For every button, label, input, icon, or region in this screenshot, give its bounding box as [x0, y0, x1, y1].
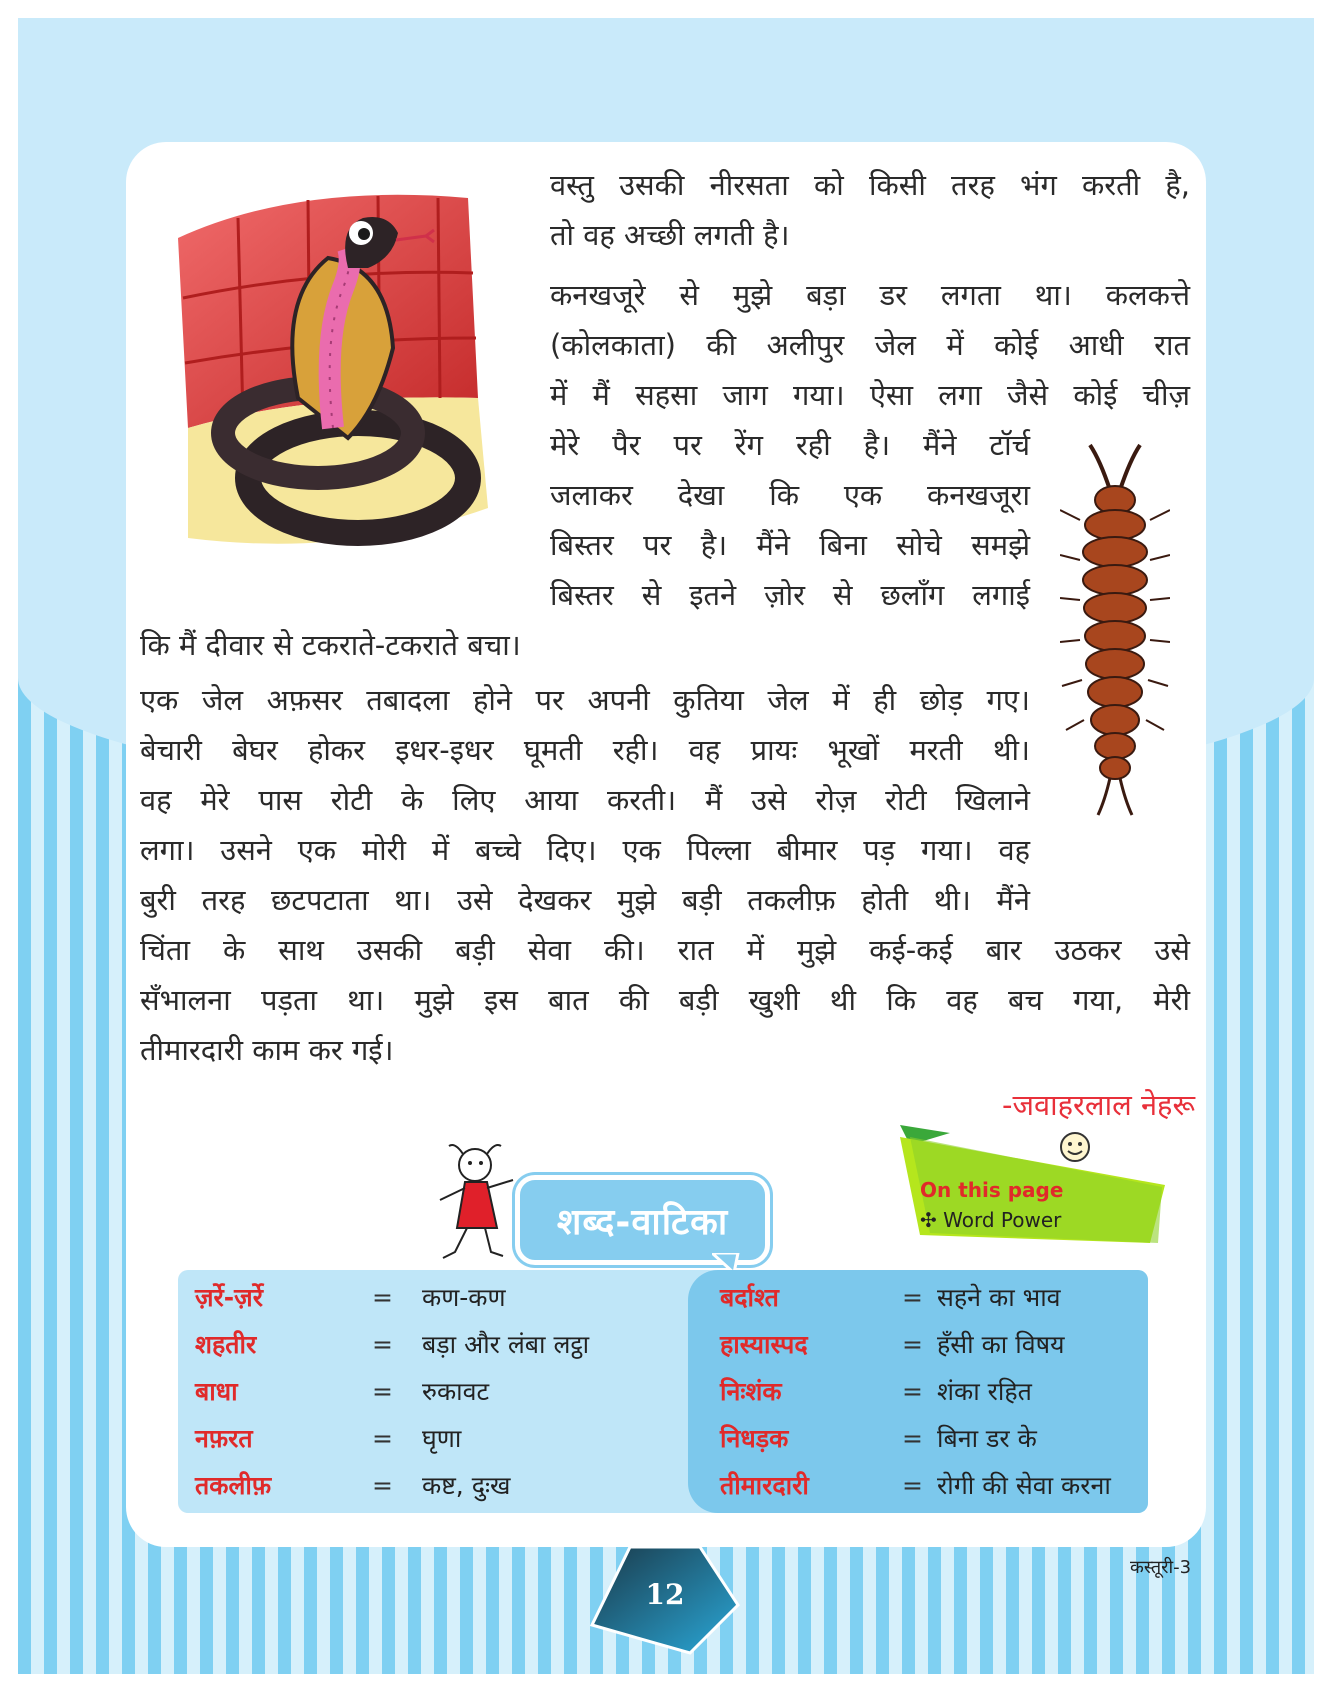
centipede-illustration: [1060, 440, 1170, 820]
vocab-term: नफ़रत: [195, 1424, 253, 1453]
vocab-term: निधड़क: [720, 1424, 789, 1453]
bullet-icon: ✣: [920, 1208, 937, 1232]
vocab-heading-badge: [515, 1175, 770, 1265]
vocab-equals: =: [902, 1330, 923, 1359]
paragraph-line: एक जेल अफ़सर तबादला होने पर अपनी कुतिया जेल में ही छोड़ गए।: [140, 683, 1030, 717]
vocab-equals: =: [372, 1471, 393, 1500]
vocab-term: तकलीफ़: [195, 1471, 272, 1500]
vocab-equals: =: [902, 1377, 923, 1406]
vocab-term: तीमारदारी: [720, 1471, 809, 1500]
paragraph-line: बिस्तर पर है। मैंने बिना सोचे समझे: [550, 528, 1030, 562]
paragraph-line: बेचारी बेघर होकर इधर-इधर घूमती रही। वह प्रायः भूखों मरती थी।: [140, 733, 1030, 767]
paragraph-line: तो वह अच्छी लगती है।: [550, 218, 790, 252]
paragraph-line: चिंता के साथ उसकी बड़ी सेवा की। रात में मुझे कई-कई बार उठकर उसे: [140, 933, 1190, 967]
paragraph-line: वह मेरे पास रोटी के लिए आया करती। मैं उसे रोज़ रोटी खिलाने: [140, 783, 1030, 817]
vocab-term: हास्यास्पद: [720, 1330, 808, 1359]
paragraph-line: बिस्तर से इतने ज़ोर से छलाँग लगाई: [550, 578, 1030, 612]
vocab-meaning: सहने का भाव: [937, 1283, 1061, 1312]
vocab-equals: =: [372, 1330, 393, 1359]
vocab-term: निःशंक: [720, 1377, 782, 1406]
paragraph-line: कनखजूरे से मुझे बड़ा डर लगता था। कलकत्ते: [550, 278, 1190, 312]
paragraph-line: सँभालना पड़ता था। मुझे इस बात की बड़ी खुशी थी कि वह बच गया, मेरी: [140, 983, 1190, 1017]
author-credit: -जवाहरलाल नेहरू: [1002, 1088, 1195, 1122]
vocab-heading: शब्द-वाटिका: [556, 1201, 729, 1243]
paragraph-line: कि मैं दीवार से टकराते-टकराते बचा।: [140, 628, 521, 662]
vocab-term: ज़र्रे-ज़र्रे: [195, 1283, 263, 1312]
paragraph-line: वस्तु उसकी नीरसता को किसी तरह भंग करती है,: [550, 168, 1190, 202]
paragraph-line: में मैं सहसा जाग गया। ऐसा लगा जैसे कोई चीज़: [550, 378, 1190, 412]
vocab-meaning: हँसी का विषय: [937, 1330, 1065, 1359]
on-this-page-title: On this page: [920, 1178, 1064, 1202]
paragraph-line: लगा। उसने एक मोरी में बच्चे दिए। एक पिल्ला बीमार पड़ गया। वह: [140, 833, 1030, 867]
girl-figure-icon: [425, 1140, 520, 1270]
on-this-page-item: [920, 1208, 1061, 1232]
paragraph-line: जलाकर देखा कि एक कनखजूरा: [550, 478, 1030, 512]
page-number: 12: [645, 1578, 685, 1611]
vocab-equals: =: [372, 1377, 393, 1406]
vocab-meaning: बिना डर के: [937, 1424, 1037, 1453]
paragraph-line: मेरे पैर पर रेंग रही है। मैंने टॉर्च: [550, 428, 1030, 462]
vocab-term: शहतीर: [195, 1330, 257, 1359]
book-title-footer: कस्तूरी-3: [1130, 1557, 1192, 1578]
vocab-term: बर्दाश्त: [720, 1283, 779, 1312]
vocab-meaning: घृणा: [422, 1424, 462, 1453]
paragraph-line: बुरी तरह छटपटाता था। उसे देखकर मुझे बड़ी तकलीफ़ होती थी। मैंने: [140, 883, 1030, 917]
vocab-equals: =: [902, 1283, 923, 1312]
vocab-equals: =: [372, 1424, 393, 1453]
vocab-meaning: बड़ा और लंबा लट्ठा: [422, 1330, 590, 1359]
vocab-meaning: रोगी की सेवा करना: [937, 1471, 1111, 1500]
cobra-illustration: [148, 178, 493, 563]
vocab-meaning: रुकावट: [422, 1377, 490, 1406]
vocab-equals: =: [902, 1424, 923, 1453]
paragraph-line: (कोलकाता) की अलीपुर जेल में कोई आधी रात: [550, 328, 1190, 362]
vocab-meaning: शंका रहित: [937, 1377, 1032, 1406]
vocab-meaning: कण-कण: [422, 1283, 506, 1312]
vocab-equals: =: [902, 1471, 923, 1500]
vocab-equals: =: [372, 1283, 393, 1312]
paragraph-line: तीमारदारी काम कर गई।: [140, 1033, 394, 1067]
on-this-page-item-label: Word Power: [943, 1208, 1062, 1232]
vocab-term: बाधा: [195, 1377, 238, 1406]
vocab-meaning: कष्ट, दुःख: [422, 1471, 511, 1500]
